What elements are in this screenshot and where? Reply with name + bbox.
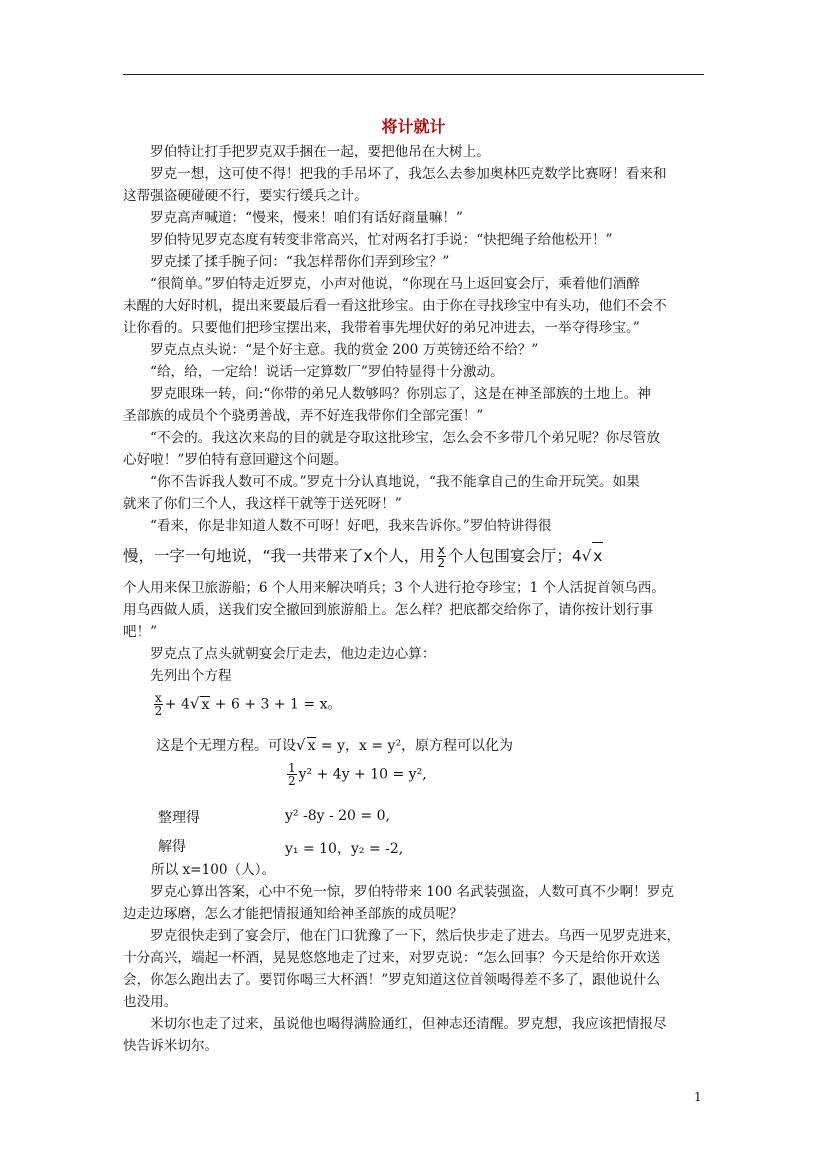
text-line: “给，给，一定给！说话一定算数厂”罗伯特显得十分激动。 [150, 364, 504, 380]
text-line: 个人用来保卫旅游船；6 个人用来解决哨兵；3 个人进行抢夺珍宝；1 个人活捉首领乌西。 [123, 580, 665, 596]
fraction-numerator: x [437, 543, 445, 557]
fraction-numerator: 1 [288, 761, 296, 775]
text-line: 罗伯特让打手把罗克双手捆在一起，要把他吊在大树上。 [150, 144, 490, 160]
text-line: 罗克一想，这可使不得！把我的手吊坏了，我怎么去参加奥林匹克数学比赛呀！看来和 [150, 166, 667, 182]
fraction-numerator: x [155, 691, 162, 705]
equation-2 [156, 735, 513, 755]
equation-text: + 4 [164, 696, 190, 713]
fraction-denominator: 2 [288, 774, 296, 788]
mixed-text-part2: 个人包围宴会厅；4 [447, 547, 582, 565]
text-line: “不会的。我这次来岛的目的就是夺取这批珍宝，怎么会不多带几个弟兄呢？你尽管放 [150, 430, 660, 446]
equation-text: + 6 + 3 + 1 = x。 [214, 696, 342, 713]
equation-text: y² + 4y + 10 = y², [298, 766, 427, 783]
sqrt-sign-icon: √ [189, 694, 200, 713]
equation-text: 这是个无理方程。可设 [156, 738, 296, 754]
equation-4-label: 整理得 [158, 810, 200, 826]
sqrt-argument: x [201, 696, 210, 713]
text-line: “你不告诉我人数可不成。”罗克十分认真地说，“我不能拿自己的生命开玩笑。如果 [150, 474, 640, 490]
equation-6: 所以 x=100（人）。 [151, 862, 276, 878]
text-line: 用乌西做人质，送我们安全撤回到旅游船上。怎么样？把底都交给你了，请你按计划行事 [123, 602, 654, 618]
mixed-text-part1: 慢，一字一句地说，“我一共带来了x个人，用 [123, 547, 435, 565]
page-title: 将计就计 [381, 117, 446, 136]
text-line: 边走边琢磨，怎么才能把情报通知给神圣部族的成员呢？ [123, 906, 463, 922]
text-line: 也没用。 [123, 994, 178, 1010]
text-line: 罗克很快走到了宴会厅，他在门口犹豫了一下，然后快步走了进去。乌西一见罗克进来， [150, 928, 681, 944]
fraction [437, 544, 446, 569]
sqrt-sign-icon: √ [296, 736, 306, 754]
fraction [154, 692, 163, 717]
text-line: 会，你怎么跑出去了。要罚你喝三大杯酒！”罗克知道这位首领喝得差不多了，跟他说什么 [123, 972, 661, 988]
equation-5: y₁ = 10，y₂ = -2, [285, 841, 404, 857]
equation-4: y² -8y - 20 = 0, [285, 808, 390, 824]
fraction-denominator: 2 [437, 556, 446, 570]
text-line: 心好啦！”罗伯特有意回避这个问题。 [123, 452, 348, 468]
sqrt-argument: x [307, 738, 316, 754]
text-line: 先列出个方程 [150, 668, 232, 684]
text-line: “很简单。”罗伯特走近罗克，小声对他说，“你现在马上返回宴会厅，乘着他们酒醉 [150, 276, 640, 292]
equation-3 [285, 762, 427, 787]
text-line: 圣部族的成员个个骁勇善战，弄不好连我带你们全部完蛋！” [123, 408, 484, 424]
text-line: 米切尔也走了过来，虽说他也喝得满脸通红，但神志还清醒。罗克想，我应该把情报尽 [150, 1016, 667, 1032]
equation-5-label: 解得 [158, 839, 186, 855]
text-line: 吧！” [123, 624, 158, 640]
equation-1 [152, 692, 342, 717]
header-rule [123, 74, 704, 75]
mixed-formula-line [123, 542, 708, 569]
page-number: 1 [694, 1090, 702, 1104]
equation-text: = y，x = y²，原方程可以化为 [320, 738, 514, 754]
text-line: 罗克眼珠一转，问:“你带的弟兄人数够吗？你别忘了，这是在神圣部族的土地上。神 [150, 386, 651, 402]
text-line: 快告诉米切尔。 [123, 1038, 219, 1054]
text-line: 就来了你们三个人，我这样干就等于送死呀！” [123, 496, 402, 512]
sqrt-sign-icon: √ [581, 547, 592, 565]
sqrt-argument: x [592, 542, 603, 569]
text-line: 未醒的大好时机，提出来要最后看一看这批珍宝。由于你在寻找珍宝中有头功，他们不会不 [123, 298, 667, 314]
text-line: 罗克高声喊道：“慢来，慢来！咱们有话好商量嘛！” [150, 210, 463, 226]
text-line: 罗克点了点头就朝宴会厅走去，他边走边心算： [150, 646, 436, 662]
text-line: 罗克点点头说：“是个好主意。我的赏金 200 万英镑还给不给？” [150, 342, 539, 358]
text-line: 罗克心算出答案，心中不免一惊，罗伯特带来 100 名武装强盗，人数可真不少啊！罗克 [150, 884, 674, 900]
text-line: 罗克揉了揉手腕子问：“我怎样帮你们弄到珍宝？” [150, 254, 450, 270]
fraction [287, 762, 297, 787]
text-line: 十分高兴，端起一杯酒，晃晃悠悠地走了过来，对罗克说：“怎么回事？今天是给你开欢送 [123, 950, 661, 966]
text-line: 罗伯特见罗克态度有转变非常高兴，忙对两名打手说：“快把绳子给他松开！” [150, 232, 613, 248]
fraction-denominator: 2 [154, 704, 163, 718]
text-line: “看来，你是非知道人数不可呀！好吧，我来告诉你。”罗伯特讲得很 [150, 518, 552, 534]
text-line: 让你看的。只要他们把珍宝摆出来，我带着事先埋伏好的弟兄冲进去，一举夺得珍宝。” [123, 320, 640, 336]
text-line: 这帮强盗硬碰硬不行，要实行缓兵之计。 [123, 188, 368, 204]
